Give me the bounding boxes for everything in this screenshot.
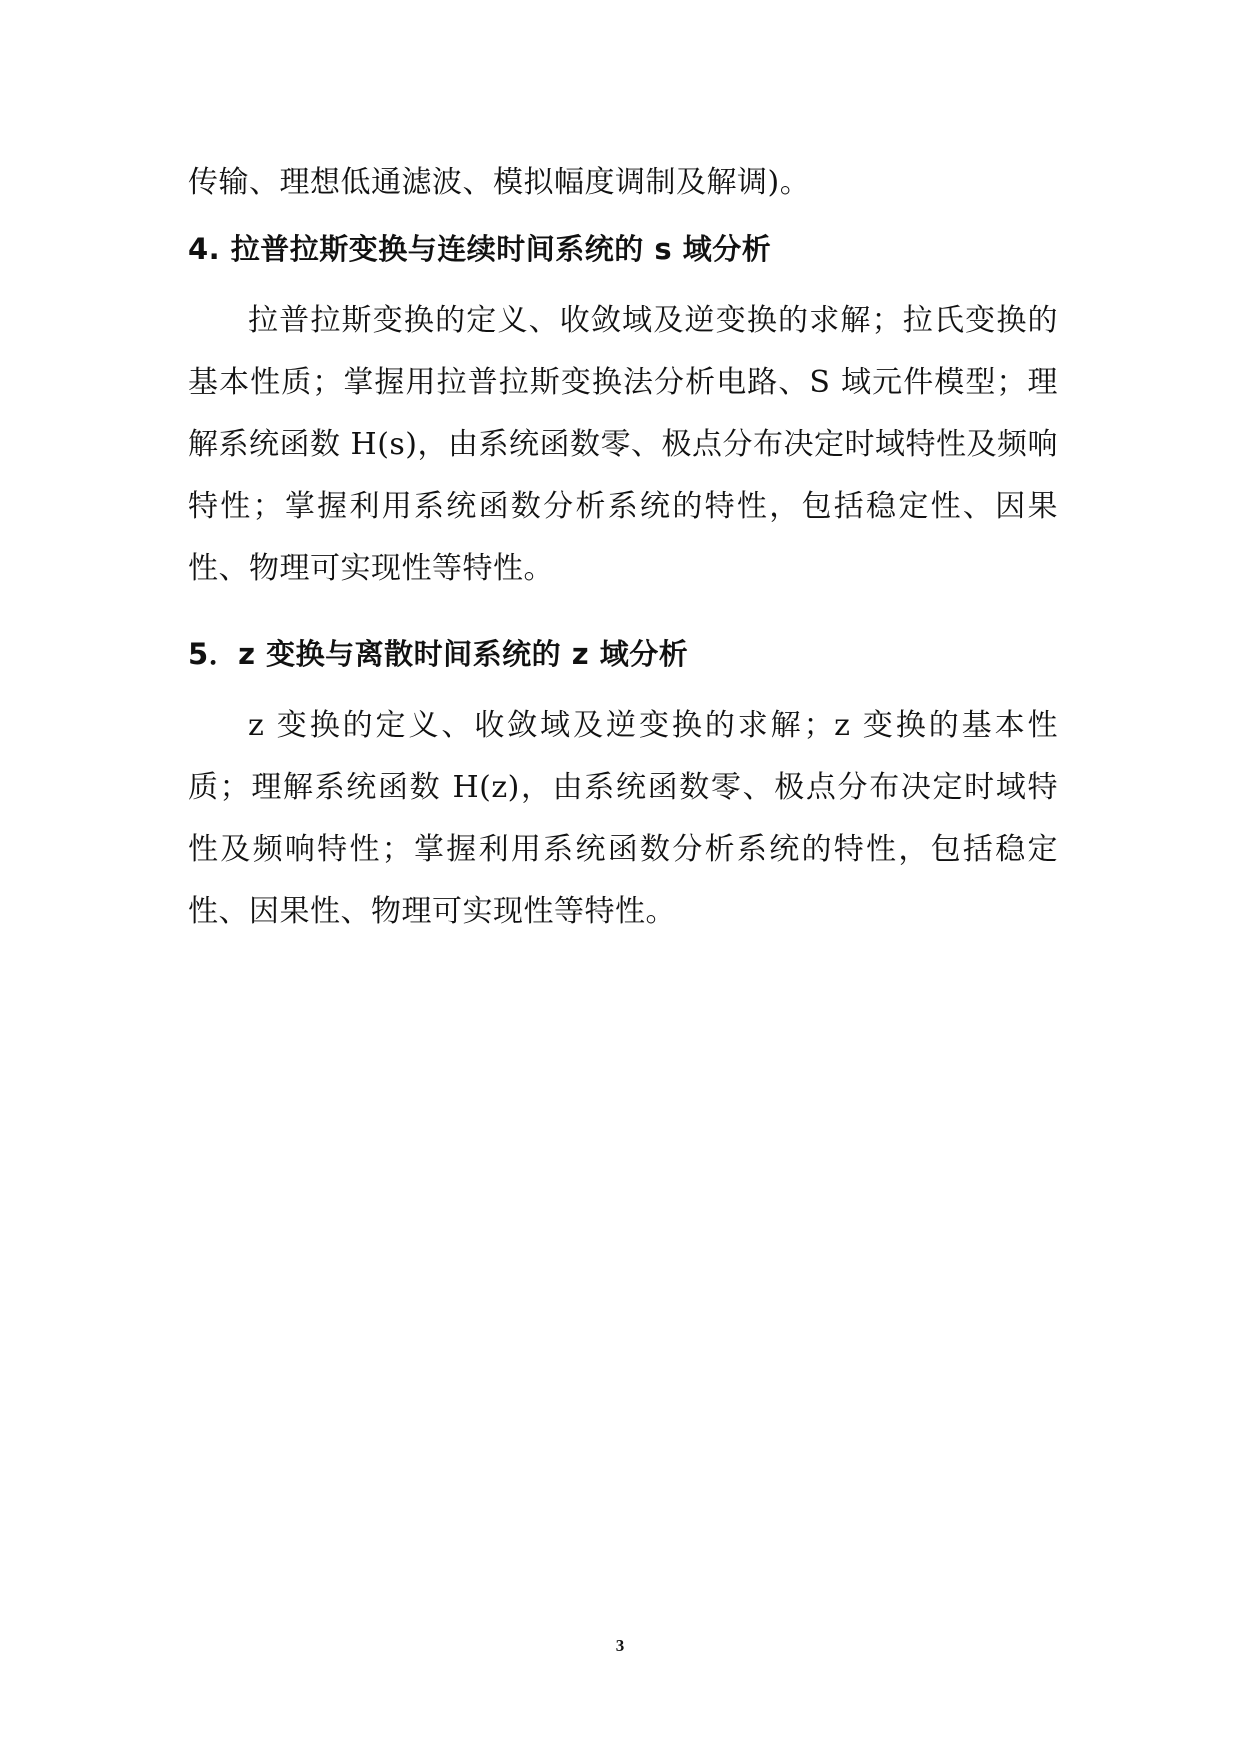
section-body-4: 拉普拉斯变换的定义、收敛域及逆变换的求解；拉氏变换的基本性质；掌握用拉普拉斯变换法分析电路、S 域元件模型；理解系统函数 H(s)，由系统函数零、极点分布决定时域特性及频响特性；掌握利用系统函数分析系统的特性，包括稳定性、因果性、物理可实现性等特性。 [188, 303, 1059, 586]
section-heading-4: 4. 拉普拉斯变换与连续时间系统的 s 域分析 [188, 232, 772, 266]
section-heading-5: 5．z 变换与离散时间系统的 z 域分析 [188, 637, 689, 671]
page-number: 3 [615, 1636, 625, 1655]
section-body-5: z 变换的定义、收敛域及逆变换的求解；z 变换的基本性质；理解系统函数 H(z)，由系统函数零、极点分布决定时域特性及频响特性；掌握利用系统函数分析系统的特性，包括稳定性、因果性、物理可实现性等特性。 [188, 708, 1058, 929]
continuation-paragraph: 传输、理想低通滤波、模拟幅度调制及解调)。 [188, 165, 811, 200]
